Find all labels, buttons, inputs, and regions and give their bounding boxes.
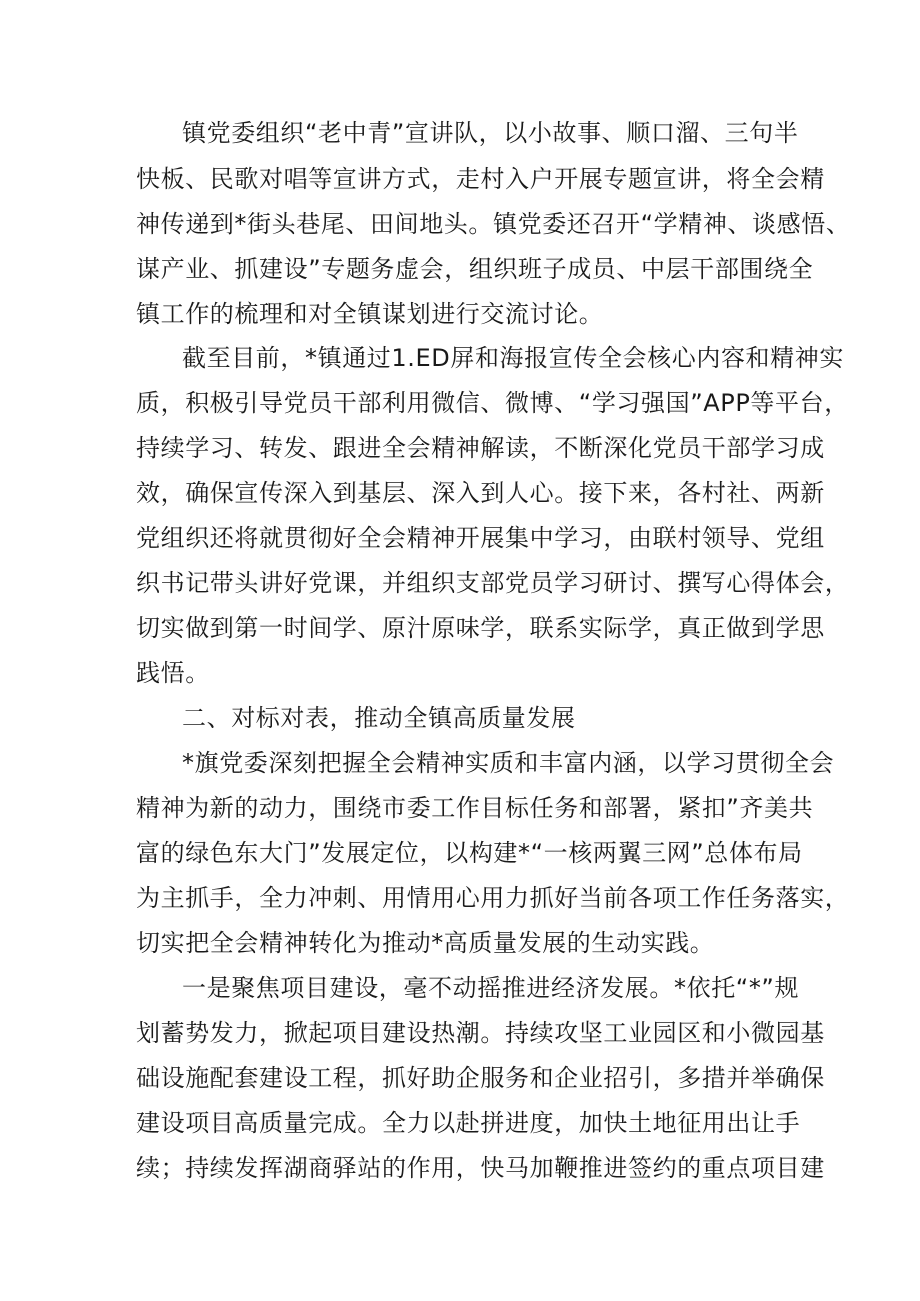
paragraph-4-line-5: 续；持续发挥湖商驿站的作用，快马加鞭推进签约的重点项目建 xyxy=(136,1154,825,1182)
paragraph-3-line-3: 富的绿色东大门”发展定位，以构建*“一核两翼三网”总体布局 xyxy=(136,839,803,867)
paragraph-1-line-5: 镇工作的梳理和对全镇谋划进行交流讨论。 xyxy=(136,300,604,328)
paragraph-4-line-3: 础设施配套建设工程，抓好助企服务和企业招引，多措并举确保 xyxy=(136,1064,825,1092)
paragraph-2-line-4: 效，确保宣传深入到基层、深入到人心。接下来，各村社、两新 xyxy=(136,479,825,507)
paragraph-4-line-4: 建设项目高质量完成。全力以赴拼进度，加快土地征用出让手 xyxy=(136,1109,801,1137)
paragraph-4-line-2: 划蓄势发力，掀起项目建设热潮。持续攻坚工业园区和小微园基 xyxy=(136,1019,825,1047)
paragraph-3-line-4: 为主抓手，全力冲刺、用情用心用力抓好当前各项工作任务落实， xyxy=(136,884,850,912)
paragraph-2-line-5: 党组织还将就贯彻好全会精神开展集中学习，由联村领导、党组 xyxy=(136,524,825,552)
paragraph-1-line-3: 神传递到*街头巷尾、田间地头。镇党委还召开“学精神、谈感悟、 xyxy=(136,210,851,238)
paragraph-1-line-1: 镇党委组织“老中青”宣讲队，以小故事、顺口溜、三句半 xyxy=(182,119,799,147)
paragraph-4-line-1: 一是聚焦项目建设，毫不动摇推进经济发展。*依托“*”规 xyxy=(182,974,800,1002)
paragraph-2-line-3: 持续学习、转发、跟进全会精神解读，不断深化党员干部学习成 xyxy=(136,434,825,462)
section-heading: 二、对标对表，推动全镇高质量发展 xyxy=(182,704,576,732)
paragraph-2-line-6: 织书记带头讲好党课，并组织支部党员学习研讨、撰写心得体会， xyxy=(136,569,850,597)
paragraph-2-line-1: 截至目前，*镇通过1.ED屏和海报宣传全会核心内容和精神实 xyxy=(182,344,844,372)
paragraph-3-line-2: 精神为新的动力，围绕市委工作目标任务和部署，紧扣”齐美共 xyxy=(136,794,814,822)
paragraph-3-line-1: *旗党委深刻把握全会精神实质和丰富内涵，以学习贯彻全会 xyxy=(182,749,835,777)
paragraph-1-line-4: 谋产业、抓建设”专题务虚会，组织班子成员、中层干部围绕全 xyxy=(136,255,814,283)
paragraph-2-line-8: 践悟。 xyxy=(136,659,210,687)
paragraph-2-line-2: 质，积极引导党员干部利用微信、微博、“学习强国”APP等平台， xyxy=(136,389,849,417)
paragraph-1-line-2: 快板、民歌对唱等宣讲方式，走村入户开展专题宣讲，将全会精 xyxy=(136,165,825,193)
paragraph-3-line-5: 切实把全会精神转化为推动*高质量发展的生动实践。 xyxy=(136,929,715,957)
paragraph-2-line-7: 切实做到第一时间学、原汁原味学，联系实际学，真正做到学思 xyxy=(136,614,825,642)
